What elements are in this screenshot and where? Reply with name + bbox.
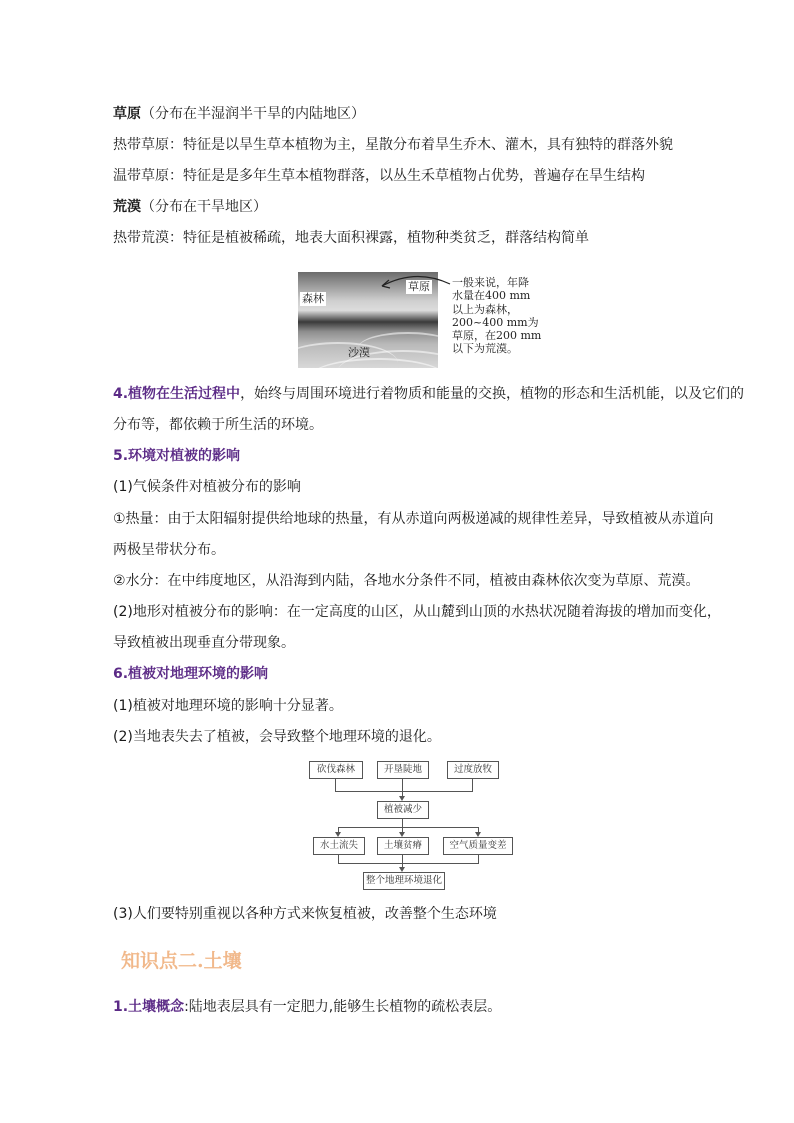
flow-box-reclamation: 开垦陡地	[377, 761, 429, 779]
forest-label: 森林	[302, 292, 324, 305]
desert-label: 沙漠	[348, 346, 370, 359]
desert-heading: 荒漠	[113, 199, 141, 215]
section-5-heading: 5.环境对植被的影响	[113, 448, 241, 464]
temperate-grassland-line: 温带草原：特征是是多年生草本植物群落，以丛生禾草植物占优势，普遍存在旱生结构	[113, 168, 645, 184]
vegetation-figure	[298, 272, 542, 368]
tropical-grassland-line: 热带草原：特征是以旱生草本植物为主，星散分布着旱生乔木、灌木，具有独特的群落外貌	[113, 137, 673, 153]
knowledge-point-2-title: 知识点二.土壤	[121, 950, 242, 972]
precipitation-note: 一般来说，年降 水量在400 mm 以上为森林， 200~400 mm为 草原，在200 mm 以下为荒漠。	[452, 276, 542, 356]
effect-2-line: (2)当地表失去了植被，会导致整个地理环境的退化。	[113, 729, 441, 745]
effect-1-line: (1)植被对地理环境的影响十分显著。	[113, 698, 343, 714]
terrain-line: (2)地形对植被分布的影响：在一定高度的山区，从山麓到山顶的水热状况随着海拔的增加而变化，	[113, 604, 721, 620]
flow-box-overgrazing: 过度放牧	[447, 761, 499, 779]
grassland-note: （分布在半湿润半干旱的内陆地区）	[141, 106, 365, 122]
flow-box-result: 整个地理环境退化	[363, 872, 445, 890]
desert-note: （分布在干旱地区）	[141, 199, 267, 215]
soil-concept-text: :陆地表层具有一定肥力,能够生长植物的疏松表层。	[184, 999, 502, 1015]
desert-line	[113, 197, 267, 217]
terrain-line2: 导致植被出现垂直分带现象。	[113, 635, 295, 651]
flow-box-soil-infertility: 土壤贫瘠	[377, 837, 429, 855]
grassland-line	[113, 104, 365, 124]
flow-box-deforestation: 砍伐森林	[309, 761, 363, 779]
section-6-heading: 6.植被对地理环境的影响	[113, 666, 269, 682]
climate-subheading: (1)气候条件对植被分布的影响	[113, 479, 301, 495]
flow-box-soil-erosion: 水土流失	[313, 837, 365, 855]
soil-concept-line	[113, 997, 501, 1017]
soil-concept-heading: 1.土壤概念	[113, 999, 185, 1015]
grassland-heading: 草原	[113, 106, 141, 122]
grassland-label: 草原	[408, 280, 430, 293]
flow-box-air-quality: 空气质量变差	[443, 837, 513, 855]
heat-line: ①热量：由于太阳辐射提供给地球的热量，有从赤道向两极递减的规律性差异，导致植被从赤道向	[113, 511, 714, 527]
effect-3-line: (3)人们要特别重视以各种方式来恢复植被，改善整个生态环境	[113, 906, 497, 922]
point-4-line2: 分布等，都依赖于所生活的环境。	[113, 417, 323, 433]
tropical-desert-line: 热带荒漠：特征是植被稀疏，地表大面积裸露，植物种类贫乏，群落结构简单	[113, 230, 589, 246]
point-4-text: ，始终与周围环境进行着物质和能量的交换，植物的形态和生活机能，以及它们的	[240, 386, 745, 402]
point-4-heading: 4.植物在生活过程中	[113, 386, 241, 402]
heat-line2: 两极呈带状分布。	[113, 542, 225, 558]
flow-box-vegetation-loss: 植被减少	[377, 801, 429, 819]
water-line: ②水分：在中纬度地区，从沿海到内陆，各地水分条件不同，植被由森林依次变为草原、荒漠。	[113, 573, 700, 589]
point-4-line	[113, 384, 744, 404]
degradation-flowchart	[305, 757, 515, 891]
